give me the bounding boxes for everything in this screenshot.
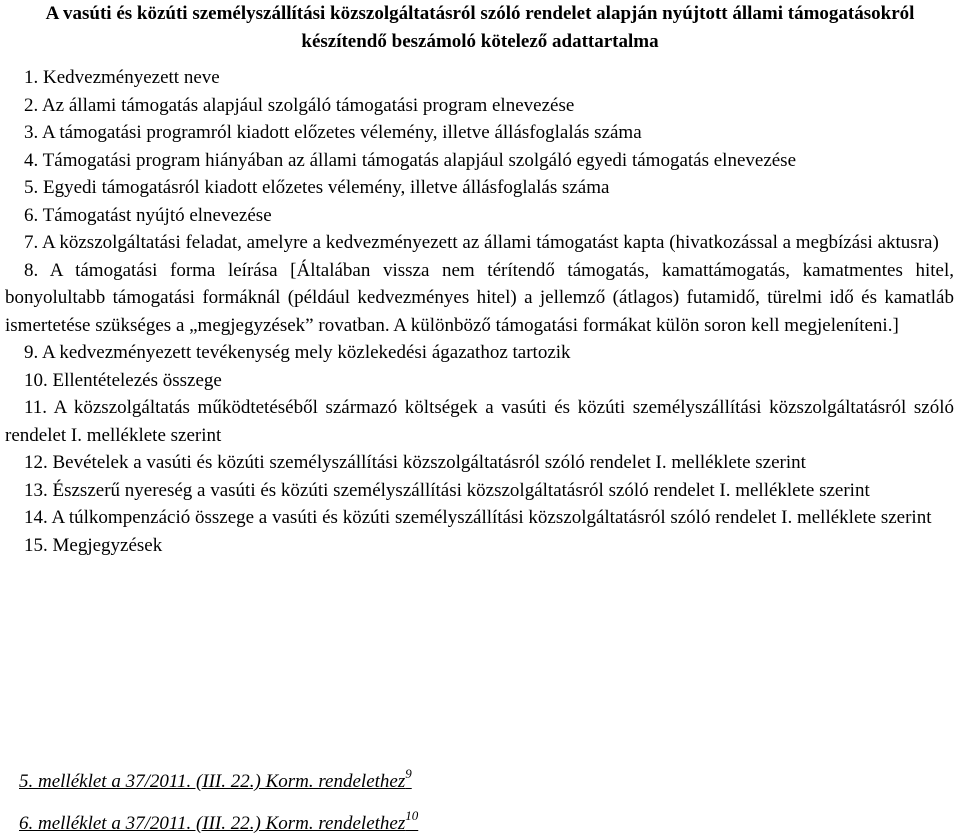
annex-6-link[interactable] — [19, 810, 418, 838]
list-item: 1. Kedvezményezett neve — [24, 67, 220, 88]
list-item: 5. Egyedi támogatásról kiadott előzetes vélemény, illetve állásfoglalás száma — [24, 177, 610, 198]
footnote-ref-9[interactable]: 9 — [405, 766, 412, 781]
list-item: 8. A támogatási forma leírása [Általában vissza nem térítendő támogatás, kamattámogatás, kamatmentes hitel, bonyolultabb támogatási formáknál (például kedvezményes hitel) a jellemző (átlagos) futamidő, türelmi idő és kamatláb ismertetése szükséges a „megjegyzések” rovatban. A különböző támogatási formákat külön soron kell megjeleníteni.] — [5, 259, 954, 336]
list-item: 6. Támogatást nyújtó elnevezése — [24, 204, 272, 226]
list-item: 15. Megjegyzések — [24, 534, 163, 556]
list-item: 9. A kedvezményezett tevékenység mely közlekedési ágazathoz tartozik — [24, 342, 571, 363]
document-title: A vasúti és közúti személyszállítási közszolgáltatásról szóló rendelet alapján nyújtott állami támogatásokról készítendő beszámoló kötelező adattartalma — [45, 3, 915, 52]
list-item: 11. A közszolgáltatás működtetéséből származó költségek a vasúti és közúti személyszállítási közszolgáltatásról szóló rendelet I. melléklete szerint — [5, 397, 954, 446]
list-item: 2. Az állami támogatás alapjául szolgáló támogatási program elnevezése — [24, 94, 575, 116]
annex-5-link[interactable] — [19, 768, 412, 796]
footnote-ref-10[interactable]: 10 — [405, 808, 419, 823]
list-item: 10. Ellentételezés összege — [24, 369, 222, 391]
annex-5-link-text: 5. melléklet a 37/2011. (III. 22.) Korm. rendelethez — [19, 771, 406, 792]
list-item: 4. Támogatási program hiányában az állami támogatás alapjául szolgáló egyedi támogatás elnevezése — [24, 149, 797, 171]
annex-6-link-text: 6. melléklet a 37/2011. (III. 22.) Korm. rendelethez — [19, 813, 406, 834]
list-item: 13. Észszerű nyereség a vasúti és közúti személyszállítási közszolgáltatásról szóló rendelet I. melléklete szerint — [24, 479, 870, 501]
list-item: 3. A támogatási programról kiadott előzetes vélemény, illetve állásfoglalás száma — [24, 122, 642, 143]
list-item: 12. Bevételek a vasúti és közúti személyszállítási közszolgáltatásról szóló rendelet I. melléklete szerint — [24, 452, 806, 473]
list-item: 14. A túlkompenzáció összege a vasúti és közúti személyszállítási közszolgáltatásról szóló rendelet I. melléklete szerint — [24, 507, 932, 528]
content-list — [5, 64, 954, 559]
list-item: 7. A közszolgáltatási feladat, amelyre a kedvezményezett az állami támogatást kapta (hivatkozással a megbízási aktusra) — [24, 232, 939, 253]
